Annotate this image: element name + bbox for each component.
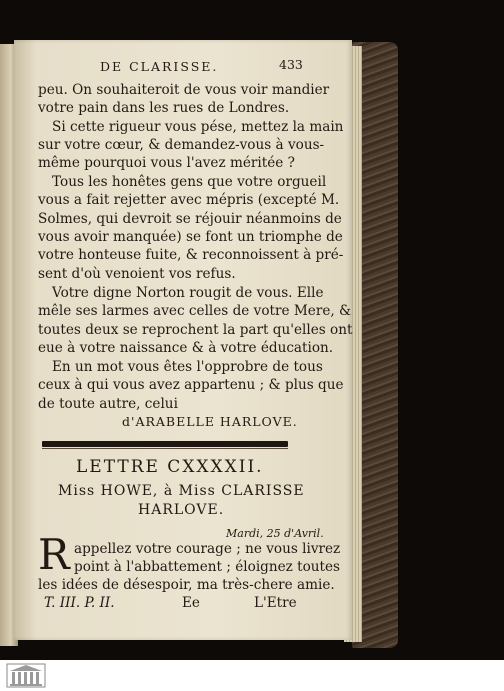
text-line: sent d'où venoient vos refus. (38, 266, 236, 282)
text-line: point à l'abbattement ; éloignez toutes (74, 559, 341, 575)
catchword-mid: Ee (182, 595, 200, 611)
text-line: même pourquoi vous l'avez méritée ? (38, 155, 295, 171)
library-logo-icon (6, 662, 46, 689)
text-line: votre pain dans les rues de Londres. (38, 100, 290, 116)
text-line: Votre digne Norton rougit de vous. Elle (52, 285, 324, 301)
text-line: Solmes, qui devroit se réjouir néanmoins de (38, 211, 342, 227)
letter-date: Mardi, 25 d'Avril. (226, 527, 324, 540)
viewer-footer (0, 660, 504, 691)
page-number: 433 (279, 57, 303, 72)
book-page (14, 40, 352, 640)
letter-title: LETTRE CXXXXII. (76, 457, 264, 477)
signature-mark: T. III. P. II. (44, 595, 115, 611)
text-line: appellez votre courage ; ne vous livrez (74, 541, 341, 557)
text-line: les idées de désespoir, ma très-chere amie. (38, 577, 335, 593)
salutation-line: Miss HOWE, à Miss CLARISSE (58, 483, 305, 499)
text-line: vous a fait rejetter avec mépris (excepté M. (38, 192, 340, 208)
drop-cap: R (38, 530, 70, 579)
text-line: peu. On souhaiteroit de vous voir mandier (38, 82, 330, 98)
section-rule-thin (42, 448, 288, 449)
running-header: DE CLARISSE. (100, 59, 219, 74)
text-line: Si cette rigueur vous pése, mettez la main (52, 119, 344, 135)
text-line: ceux à qui vous avez appartenu ; & plus que (38, 377, 344, 393)
text-line: sur votre cœur, & demandez-vous à vous- (38, 137, 325, 153)
text-line: de toute autre, celui (38, 396, 178, 412)
text-line: votre honteuse fuite, & reconnoissent à pré- (38, 247, 344, 263)
letter-signature: d'ARABELLE HARLOVE. (122, 414, 298, 429)
text-line: vous avoir manquée) se font un triomphe de (38, 229, 343, 245)
salutation-line: HARLOVE. (138, 502, 225, 518)
section-rule (42, 441, 288, 447)
catchword: L'Etre (254, 595, 297, 611)
text-line: mêle ses larmes avec celles de votre Mere, & (38, 303, 352, 319)
text-line: En un mot vous êtes l'opprobre de tous (52, 359, 323, 375)
text-line: Tous les honêtes gens que votre orgueil (52, 174, 327, 190)
text-line: eue à votre naissance & à votre éducation. (38, 340, 334, 356)
text-line: toutes deux se reprochent la part qu'elles ont (38, 322, 353, 338)
